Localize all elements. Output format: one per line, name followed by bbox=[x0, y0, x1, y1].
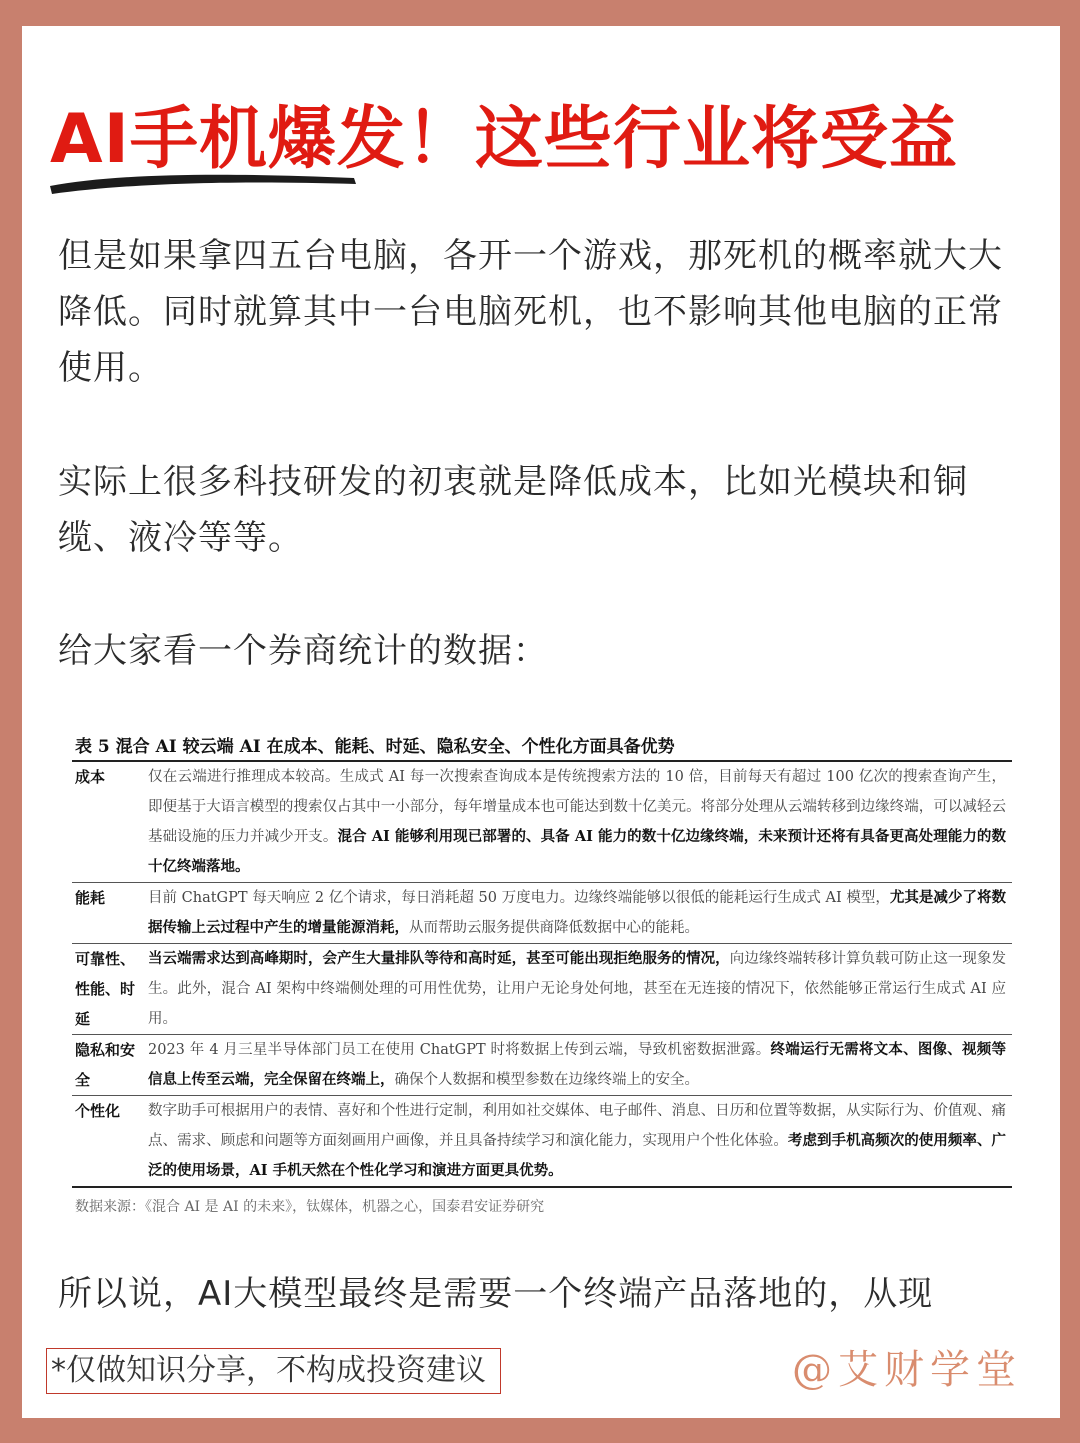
comparison-table bbox=[72, 760, 1012, 1188]
paragraph-4: 所以说，AI大模型最终是需要一个终端产品落地的，从现 bbox=[58, 1274, 934, 1314]
row-text: 当云端需求达到高峰期时，会产生大量排队等待和高时延，甚至可能出现拒绝服务的情况，向边缘终端转移计算负载可防止这一现象发生。此外，混合 AI 架构中终端侧处理的可用性优势，让用户无论身处何地，甚至在无连接的情况下，依然能够正常运行生成式 AI 应用。 bbox=[148, 950, 1007, 1027]
table-row bbox=[72, 943, 1012, 1034]
table-row bbox=[72, 1034, 1012, 1095]
row-label: 成本 bbox=[75, 768, 106, 786]
table-caption: 表 5 混合 AI 较云端 AI 在成本、能耗、时延、隐私安全、个性化方面具备优势 bbox=[75, 737, 675, 757]
report-excerpt bbox=[72, 734, 1012, 1222]
paragraph-3: 给大家看一个券商统计的数据： bbox=[58, 631, 548, 671]
title-block bbox=[44, 98, 1044, 208]
row-text: 数字助手可根据用户的表情、喜好和个性进行定制，利用如社交媒体、电子邮件、消息、日历和位置等数据，从实际行为、价值观、痛点、需求、顾虑和问题等方面刻画用户画像，并且具备持续学习和演化能力，实现用户个性化体验。考虑到手机高频次的使用频率、广泛的使用场景，AI 手机天然在个性化学习和演进方面更具优势。 bbox=[148, 1103, 1007, 1179]
row-label: 个性化 bbox=[75, 1102, 121, 1120]
paragraph-2: 实际上很多科技研发的初衷就是降低成本，比如光模块和铜缆、液冷等等。 bbox=[58, 462, 968, 558]
disclaimer-box: *仅做知识分享，不构成投资建议 bbox=[46, 1348, 501, 1394]
author-signature: @艾财学堂 bbox=[792, 1347, 1022, 1393]
paragraph-1: 但是如果拿四五台电脑，各开一个游戏，那死机的概率就大大降低。同时就算其中一台电脑死机，也不影响其他电脑的正常使用。 bbox=[58, 236, 1003, 388]
table-row bbox=[72, 882, 1012, 943]
table-row bbox=[72, 1095, 1012, 1186]
row-text: 2023 年 4 月三星半导体部门员工在使用 ChatGPT 时将数据上传到云端，导致机密数据泄露。终端运行无需将文本、图像、视频等信息上传至云端，完全保留在终端上，确保个人数据和模型参数在边缘终端上的安全。 bbox=[148, 1041, 1006, 1088]
table-row bbox=[72, 762, 1012, 882]
page-title: AI手机爆发！这些行业将受益 bbox=[50, 100, 958, 179]
row-label: 可靠性、性能、时延 bbox=[75, 950, 136, 1028]
row-text: 目前 ChatGPT 每天响应 2 亿个请求，每日消耗超 50 万度电力。边缘终端能够以很低的能耗运行生成式 AI 模型，尤其是减少了将数据传输上云过程中产生的增量能源消耗，从而帮助云服务提供商降低数据中心的能耗。 bbox=[148, 889, 1006, 936]
data-source-note: 数据来源：《混合 AI 是 AI 的未来》，钛媒体，机器之心，国泰君安证券研究 bbox=[75, 1199, 545, 1215]
row-label: 隐私和安全 bbox=[75, 1041, 136, 1089]
post-card bbox=[22, 26, 1060, 1418]
row-label: 能耗 bbox=[75, 889, 106, 907]
row-text: 仅在云端进行推理成本较高。生成式 AI 每一次搜索查询成本是传统搜索方法的 10 倍，目前每天有超过 100 亿次的搜索查询产生，即便基于大语言模型的搜索仅占其中一小部分，每年增量成本也可能达到数十亿美元。将部分处理从云端转移到边缘终端，可以减轻云基础设施的压力并减少开支。混合 AI 能够利用现已部署的、具备 AI 能力的数十亿边缘终端，未来预计还将有具备更高处理能力的数十亿终端落地。 bbox=[148, 769, 1006, 875]
